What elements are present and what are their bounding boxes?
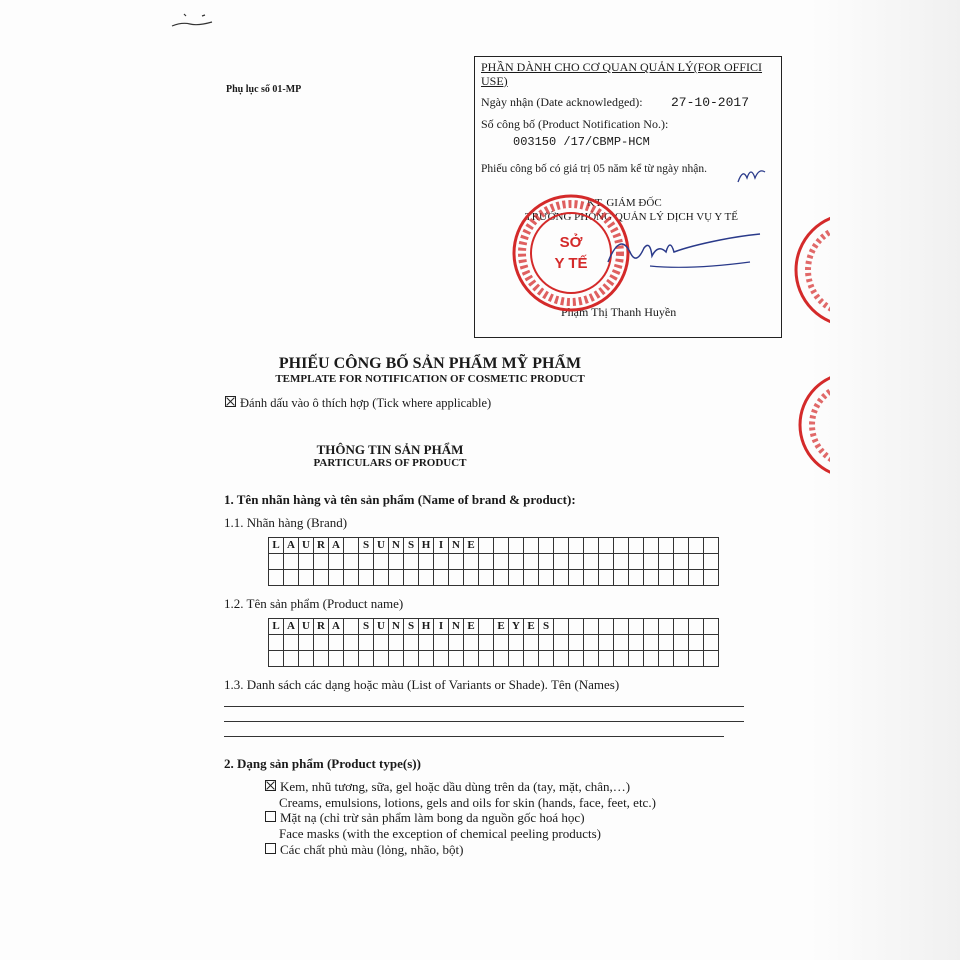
signer-name: Phạm Thị Thanh Huyền xyxy=(561,305,677,319)
product-grid-cell xyxy=(674,635,689,651)
product-grid-cell xyxy=(299,651,314,667)
brand-grid-cell xyxy=(704,538,719,554)
brand-grid-cell xyxy=(389,570,404,586)
brand-grid-cell xyxy=(599,554,614,570)
signature xyxy=(600,222,770,282)
product-grid-cell xyxy=(614,619,629,635)
brand-grid-cell xyxy=(269,570,284,586)
product-grid-cell xyxy=(509,651,524,667)
brand-grid-cell xyxy=(344,554,359,570)
brand-grid-cell xyxy=(479,538,494,554)
date-value: 27-10-2017 xyxy=(671,95,750,110)
product-grid-cell: Y xyxy=(509,619,524,635)
brand-grid-cell xyxy=(434,554,449,570)
product-grid-cell xyxy=(389,651,404,667)
product-grid-cell xyxy=(419,635,434,651)
brand-grid-cell xyxy=(434,570,449,586)
product-grid-cell xyxy=(539,651,554,667)
brand-grid-cell: L xyxy=(269,538,284,554)
product-grid-cell: R xyxy=(314,619,329,635)
product-grid-cell xyxy=(344,635,359,651)
brand-grid-cell xyxy=(509,538,524,554)
product-grid-cell: A xyxy=(284,619,299,635)
product-grid-cell: N xyxy=(389,619,404,635)
product-grid-cell xyxy=(599,635,614,651)
product-grid-cell: S xyxy=(404,619,419,635)
option-2-en: Face masks (with the exception of chemical peeling products) xyxy=(279,826,602,841)
product-grid-cell xyxy=(329,651,344,667)
product-grid-cell xyxy=(674,651,689,667)
initials-mark xyxy=(735,162,769,186)
option-2-vi: Mặt nạ (chỉ trừ sản phẩm làm bong da nguồn gốc hoá học) xyxy=(280,810,585,825)
product-grid-cell xyxy=(359,635,374,651)
brand-grid-cell: U xyxy=(299,538,314,554)
brand-grid-cell xyxy=(554,554,569,570)
checkbox-icon xyxy=(265,811,276,822)
brand-grid-cell xyxy=(464,554,479,570)
brand-grid-cell xyxy=(509,554,524,570)
product-grid-cell xyxy=(449,651,464,667)
tick-note-text: Đánh dấu vào ô thích hợp (Tick where applicable) xyxy=(240,396,492,410)
brand-grid-cell xyxy=(419,570,434,586)
brand-grid-cell xyxy=(539,538,554,554)
brand-grid-cell xyxy=(314,554,329,570)
brand-grid-cell xyxy=(629,570,644,586)
brand-grid-cell xyxy=(704,570,719,586)
brand-grid-cell xyxy=(659,538,674,554)
product-grid-cell xyxy=(359,651,374,667)
product-grid-cell: H xyxy=(419,619,434,635)
product-grid-cell: U xyxy=(299,619,314,635)
stamp-text-top: SỞ xyxy=(559,234,583,251)
brand-grid-cell: U xyxy=(374,538,389,554)
product-grid-cell: S xyxy=(359,619,374,635)
brand-grid-cell xyxy=(674,554,689,570)
brand-grid-cell xyxy=(509,570,524,586)
brand-grid-cell xyxy=(674,538,689,554)
brand-grid-cell xyxy=(419,554,434,570)
product-grid-cell: U xyxy=(374,619,389,635)
product-grid-cell xyxy=(629,635,644,651)
product-grid-cell xyxy=(554,635,569,651)
brand-grid-cell xyxy=(569,538,584,554)
product-grid-cell xyxy=(629,651,644,667)
product-grid-cell xyxy=(449,635,464,651)
checkbox-icon xyxy=(265,843,276,854)
brand-grid-cell xyxy=(524,554,539,570)
brand-grid-cell xyxy=(374,554,389,570)
doc-title-en: TEMPLATE FOR NOTIFICATION OF COSMETIC PRODUCT xyxy=(275,373,585,385)
brand-grid-cell: S xyxy=(359,538,374,554)
product-grid-cell xyxy=(389,635,404,651)
brand-grid-cell xyxy=(314,570,329,586)
brand-grid-cell xyxy=(554,570,569,586)
brand-grid-cell xyxy=(704,554,719,570)
doc-title-vi: PHIẾU CÔNG BỐ SẢN PHẨM MỸ PHẨM xyxy=(278,355,582,372)
product-grid-cell xyxy=(494,651,509,667)
product-grid-cell xyxy=(659,619,674,635)
product-grid-cell xyxy=(584,635,599,651)
brand-grid-cell xyxy=(584,570,599,586)
variants-line-1 xyxy=(224,706,744,707)
product-grid-cell xyxy=(674,619,689,635)
brand-grid-cell xyxy=(284,554,299,570)
brand-grid-cell xyxy=(464,570,479,586)
product-grid-cell xyxy=(614,635,629,651)
tick-note xyxy=(225,396,491,411)
brand-grid-cell xyxy=(689,570,704,586)
brand-grid-cell xyxy=(524,570,539,586)
brand-grid-cell xyxy=(554,538,569,554)
product-grid-cell xyxy=(659,635,674,651)
product-grid-cell xyxy=(509,635,524,651)
brand-grid-cell xyxy=(539,570,554,586)
brand-grid-cell xyxy=(629,538,644,554)
product-grid-cell xyxy=(434,651,449,667)
brand-grid-cell: N xyxy=(389,538,404,554)
office-box-title-cont: USE) xyxy=(481,74,508,88)
product-grid-cell xyxy=(524,651,539,667)
brand-grid-cell xyxy=(449,570,464,586)
product-grid-cell xyxy=(494,635,509,651)
product-grid-cell xyxy=(644,619,659,635)
brand-grid-cell xyxy=(569,554,584,570)
brand-grid-cell xyxy=(539,554,554,570)
brand-grid-cell xyxy=(404,570,419,586)
brand-grid-cell xyxy=(344,538,359,554)
product-grid-cell xyxy=(554,651,569,667)
brand-grid-cell xyxy=(674,570,689,586)
product-grid-cell: L xyxy=(269,619,284,635)
product-grid-cell xyxy=(659,651,674,667)
brand-grid-cell xyxy=(659,570,674,586)
number-label: Số công bố (Product Notification No.): xyxy=(481,117,669,131)
product-grid-cell xyxy=(629,619,644,635)
brand-grid-cell: I xyxy=(434,538,449,554)
brand-grid-cell xyxy=(329,570,344,586)
stamp-text-bottom: Y TẾ xyxy=(554,255,588,272)
brand-grid-cell xyxy=(299,554,314,570)
product-label: 1.2. Tên sản phẩm (Product name) xyxy=(224,596,404,611)
validity-note: Phiếu công bố có giá trị 05 năm kể từ ngày nhận. xyxy=(481,163,707,175)
product-grid-cell xyxy=(269,635,284,651)
edge-stamp-top xyxy=(790,210,830,330)
brand-grid-cell xyxy=(569,570,584,586)
office-box-title: PHẦN DÀNH CHO CƠ QUAN QUẢN LÝ(FOR OFFICI xyxy=(481,60,763,74)
product-grid-cell xyxy=(479,651,494,667)
option-1-en: Creams, emulsions, lotions, gels and oils for skin (hands, face, feet, etc.) xyxy=(279,795,656,810)
product-grid-cell xyxy=(614,651,629,667)
variants-line-3 xyxy=(224,736,724,737)
brand-grid-cell: R xyxy=(314,538,329,554)
page-edge-shadow xyxy=(810,0,960,960)
brand-grid-cell xyxy=(614,554,629,570)
product-grid-cell xyxy=(434,635,449,651)
brand-grid-cell xyxy=(689,554,704,570)
checkbox-icon xyxy=(225,396,236,407)
product-grid-cell xyxy=(344,651,359,667)
brand-grid-cell xyxy=(629,554,644,570)
product-grid-cell xyxy=(584,619,599,635)
product-grid-cell xyxy=(464,651,479,667)
product-grid-cell: A xyxy=(329,619,344,635)
product-grid-cell xyxy=(704,635,719,651)
brand-grid-cell xyxy=(599,538,614,554)
product-grid xyxy=(268,618,719,667)
option-1 xyxy=(265,779,630,795)
product-grid-cell xyxy=(569,651,584,667)
product-grid-cell xyxy=(314,635,329,651)
brand-grid-cell xyxy=(389,554,404,570)
product-grid-cell xyxy=(479,635,494,651)
section-title-vi: THÔNG TIN SẢN PHẨM xyxy=(316,442,464,457)
product-grid-cell xyxy=(569,619,584,635)
option-2 xyxy=(265,810,585,826)
brand-label: 1.1. Nhãn hàng (Brand) xyxy=(224,515,348,530)
number-value: 003150 /17/CBMP-HCM xyxy=(513,135,650,149)
brand-grid-cell: S xyxy=(404,538,419,554)
product-grid-cell xyxy=(554,619,569,635)
brand-grid-cell xyxy=(644,538,659,554)
product-grid-cell xyxy=(704,651,719,667)
date-label: Ngày nhận (Date acknowledged): xyxy=(481,95,643,109)
brand-grid-cell: N xyxy=(449,538,464,554)
brand-grid-cell xyxy=(524,538,539,554)
variants-label: 1.3. Danh sách các dạng hoặc màu (List of Variants or Shade). Tên (Names) xyxy=(224,677,620,692)
product-grid-cell xyxy=(689,635,704,651)
brand-grid-cell: E xyxy=(464,538,479,554)
brand-grid-cell xyxy=(479,554,494,570)
product-grid-cell xyxy=(464,635,479,651)
product-grid-cell xyxy=(569,635,584,651)
brand-grid-cell xyxy=(359,554,374,570)
product-grid-cell xyxy=(599,651,614,667)
product-grid-cell xyxy=(404,651,419,667)
product-grid-cell: S xyxy=(539,619,554,635)
brand-grid-cell xyxy=(449,554,464,570)
signer-role-2: TRƯỞNG PHÒNG QUẢN LÝ DỊCH VỤ Y TẾ xyxy=(525,211,738,223)
checkbox-icon xyxy=(265,780,276,791)
product-grid-cell xyxy=(404,635,419,651)
brand-grid-cell xyxy=(659,554,674,570)
product-grid-cell xyxy=(269,651,284,667)
brand-grid-cell xyxy=(494,570,509,586)
brand-grid-cell xyxy=(614,538,629,554)
brand-grid-cell xyxy=(644,570,659,586)
brand-grid-cell xyxy=(644,554,659,570)
pen-mark xyxy=(168,8,218,32)
option-3 xyxy=(265,842,463,858)
brand-grid-cell xyxy=(374,570,389,586)
product-grid-cell xyxy=(599,619,614,635)
part2-heading: 2. Dạng sản phẩm (Product type(s)) xyxy=(224,756,421,771)
brand-grid-cell xyxy=(329,554,344,570)
section-title-en: PARTICULARS OF PRODUCT xyxy=(313,457,467,469)
product-grid-cell: N xyxy=(449,619,464,635)
brand-grid-cell xyxy=(479,570,494,586)
product-grid-cell: E xyxy=(524,619,539,635)
product-grid-cell xyxy=(299,635,314,651)
appendix-label: Phụ lục số 01-MP xyxy=(226,84,302,95)
brand-grid-cell xyxy=(584,554,599,570)
product-grid-cell xyxy=(329,635,344,651)
product-grid-cell xyxy=(539,635,554,651)
brand-grid-cell xyxy=(599,570,614,586)
brand-grid-cell xyxy=(689,538,704,554)
product-grid-cell: I xyxy=(434,619,449,635)
product-grid-cell xyxy=(314,651,329,667)
product-grid-cell xyxy=(374,651,389,667)
brand-grid-cell: H xyxy=(419,538,434,554)
part1-heading: 1. Tên nhãn hàng và tên sản phẩm (Name of brand & product): xyxy=(224,492,576,507)
product-grid-cell xyxy=(689,619,704,635)
brand-grid-cell xyxy=(284,570,299,586)
product-grid-cell xyxy=(524,635,539,651)
brand-grid-cell xyxy=(404,554,419,570)
brand-grid-cell xyxy=(584,538,599,554)
edge-stamp-bottom xyxy=(790,370,830,480)
brand-grid xyxy=(268,537,719,586)
product-grid-cell xyxy=(419,651,434,667)
brand-grid-cell: A xyxy=(284,538,299,554)
product-grid-cell xyxy=(644,651,659,667)
variants-line-2 xyxy=(224,721,744,722)
product-grid-cell xyxy=(689,651,704,667)
signer-role-1: KT. GIÁM ĐỐC xyxy=(587,197,662,209)
brand-grid-cell xyxy=(494,554,509,570)
brand-grid-cell: A xyxy=(329,538,344,554)
brand-grid-cell xyxy=(344,570,359,586)
option-1-vi: Kem, nhũ tương, sữa, gel hoặc dầu dùng trên da (tay, mặt, chân,…) xyxy=(280,779,631,794)
product-grid-cell xyxy=(644,635,659,651)
brand-grid-cell xyxy=(359,570,374,586)
product-grid-cell xyxy=(584,651,599,667)
product-grid-cell xyxy=(344,619,359,635)
brand-grid-cell xyxy=(494,538,509,554)
product-grid-cell xyxy=(284,635,299,651)
brand-grid-cell xyxy=(614,570,629,586)
product-grid-cell: E xyxy=(464,619,479,635)
product-grid-cell xyxy=(479,619,494,635)
product-grid-cell xyxy=(374,635,389,651)
brand-grid-cell xyxy=(269,554,284,570)
product-grid-cell xyxy=(704,619,719,635)
product-grid-cell: E xyxy=(494,619,509,635)
option-3-vi: Các chất phủ màu (lỏng, nhão, bột) xyxy=(280,842,464,857)
brand-grid-cell xyxy=(299,570,314,586)
product-grid-cell xyxy=(284,651,299,667)
